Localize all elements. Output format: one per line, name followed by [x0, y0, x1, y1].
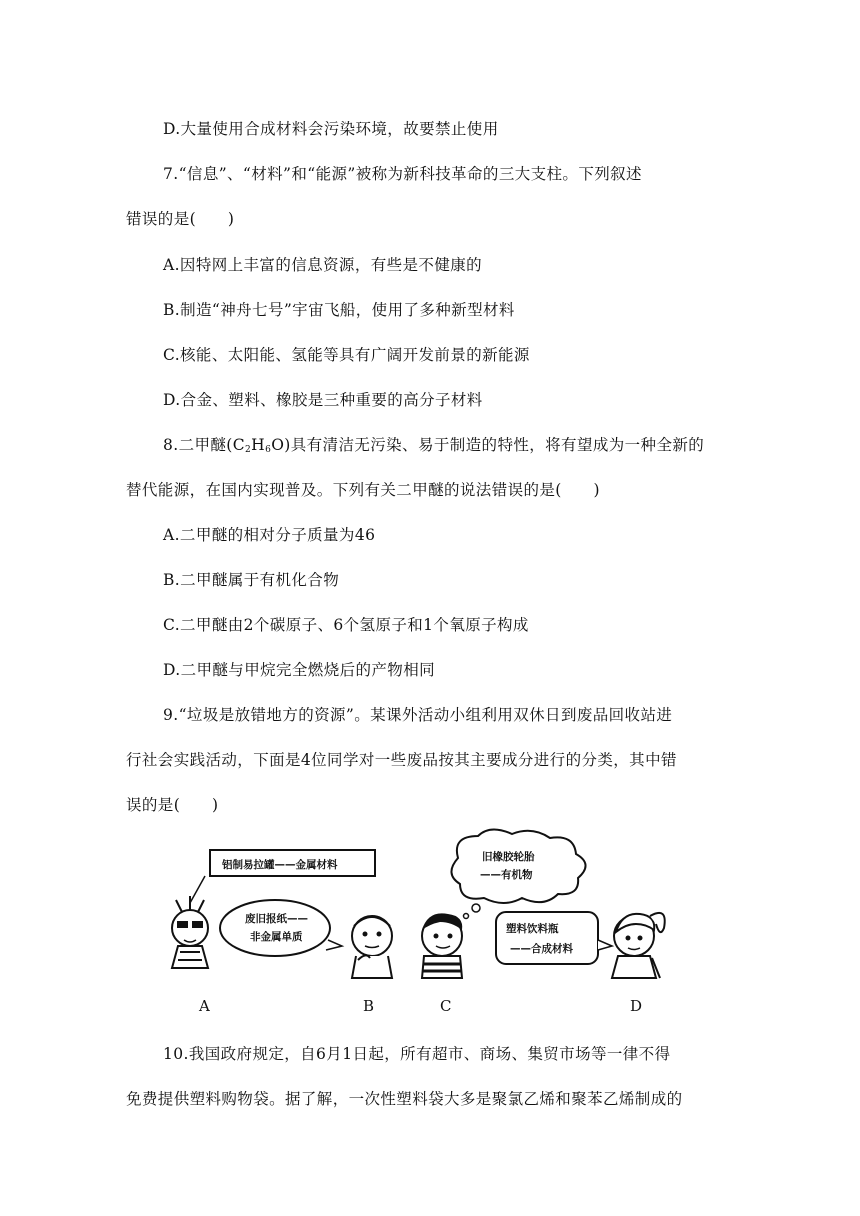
q8-subscript-2: 6 [265, 445, 272, 455]
q8-option-d: D.二甲醚与甲烷完全燃烧后的产物相同 [163, 661, 436, 679]
bubble-d-text-2: ——合成材料 [510, 943, 573, 955]
q7-option-b: B.制造“神舟七号”宇宙飞船，使用了多种新型材料 [163, 301, 515, 319]
figure-label-b: B [363, 997, 375, 1015]
figure-label-c: C [440, 997, 452, 1015]
q6-option-d: D.大量使用合成材料会污染环境，故要禁止使用 [163, 120, 499, 138]
q8-option-a: A.二甲醚的相对分子质量为46 [163, 526, 376, 544]
student-d-figure [612, 913, 665, 978]
q8-option-b: B.二甲醚属于有机化合物 [163, 571, 340, 589]
q9-stem-line3: 误的是( ) [126, 796, 219, 814]
q8-text-post: O)具有清洁无污染、易于制造的特性，将有望成为一种全新的 [271, 436, 705, 454]
q8-text-mid: H [251, 436, 266, 454]
bubble-d [496, 912, 598, 964]
student-b-figure [352, 916, 392, 978]
figure-label-d: D [630, 997, 643, 1015]
q8-stem-line2: 替代能源，在国内实现普及。下列有关二甲醚的说法错误的是( ) [126, 481, 600, 499]
bubble-a-text: 铝制易拉罐——金属材料 [222, 859, 338, 871]
figure-label-a: A [199, 997, 210, 1015]
student-c-figure [422, 913, 462, 978]
bubble-c-text-2: ——有机物 [480, 869, 533, 881]
q8-subscript-1: 2 [245, 445, 252, 455]
q7-option-d: D.合金、塑料、橡胶是三种重要的高分子材料 [163, 391, 483, 409]
q9-stem-line1: 9.“垃圾是放错地方的资源”。某课外活动小组利用双休日到废品回收站进 [163, 706, 673, 724]
q8-text-pre: 8.二甲醚(C [163, 436, 245, 454]
q8-stem-line1 [163, 433, 704, 455]
q10-stem-line2: 免费提供塑料购物袋。据了解，一次性塑料袋大多是聚氯乙烯和聚苯乙烯制成的 [126, 1090, 683, 1108]
q7-option-a: A.因特网上丰富的信息资源，有些是不健康的 [163, 256, 483, 274]
q7-stem-line1: 7.“信息”、“材料”和“能源”被称为新科技革命的三大支柱。下列叙述 [163, 165, 642, 183]
bubble-c-text-1: 旧橡胶轮胎 [482, 851, 535, 863]
q8-option-c: C.二甲醚由2个碳原子、6个氢原子和1个氧原子构成 [163, 616, 529, 634]
q7-stem-line2: 错误的是( ) [126, 210, 235, 228]
q9-stem-line2: 行社会实践活动，下面是4位同学对一些废品按其主要成分进行的分类，其中错 [126, 751, 677, 769]
bubble-b-text-1: 废旧报纸—— [245, 913, 308, 925]
q10-stem-line1: 10.我国政府规定，自6月1日起，所有超市、商场、集贸市场等一律不得 [163, 1045, 671, 1063]
q7-option-c: C.核能、太阳能、氢能等具有广阔开发前景的新能源 [163, 346, 530, 364]
bubble-c [451, 829, 585, 903]
bubble-d-text-1: 塑料饮料瓶 [506, 923, 559, 935]
student-a-figure [172, 896, 208, 968]
bubble-b-text-2: 非金属单质 [250, 931, 303, 943]
bubble-b [220, 900, 330, 956]
